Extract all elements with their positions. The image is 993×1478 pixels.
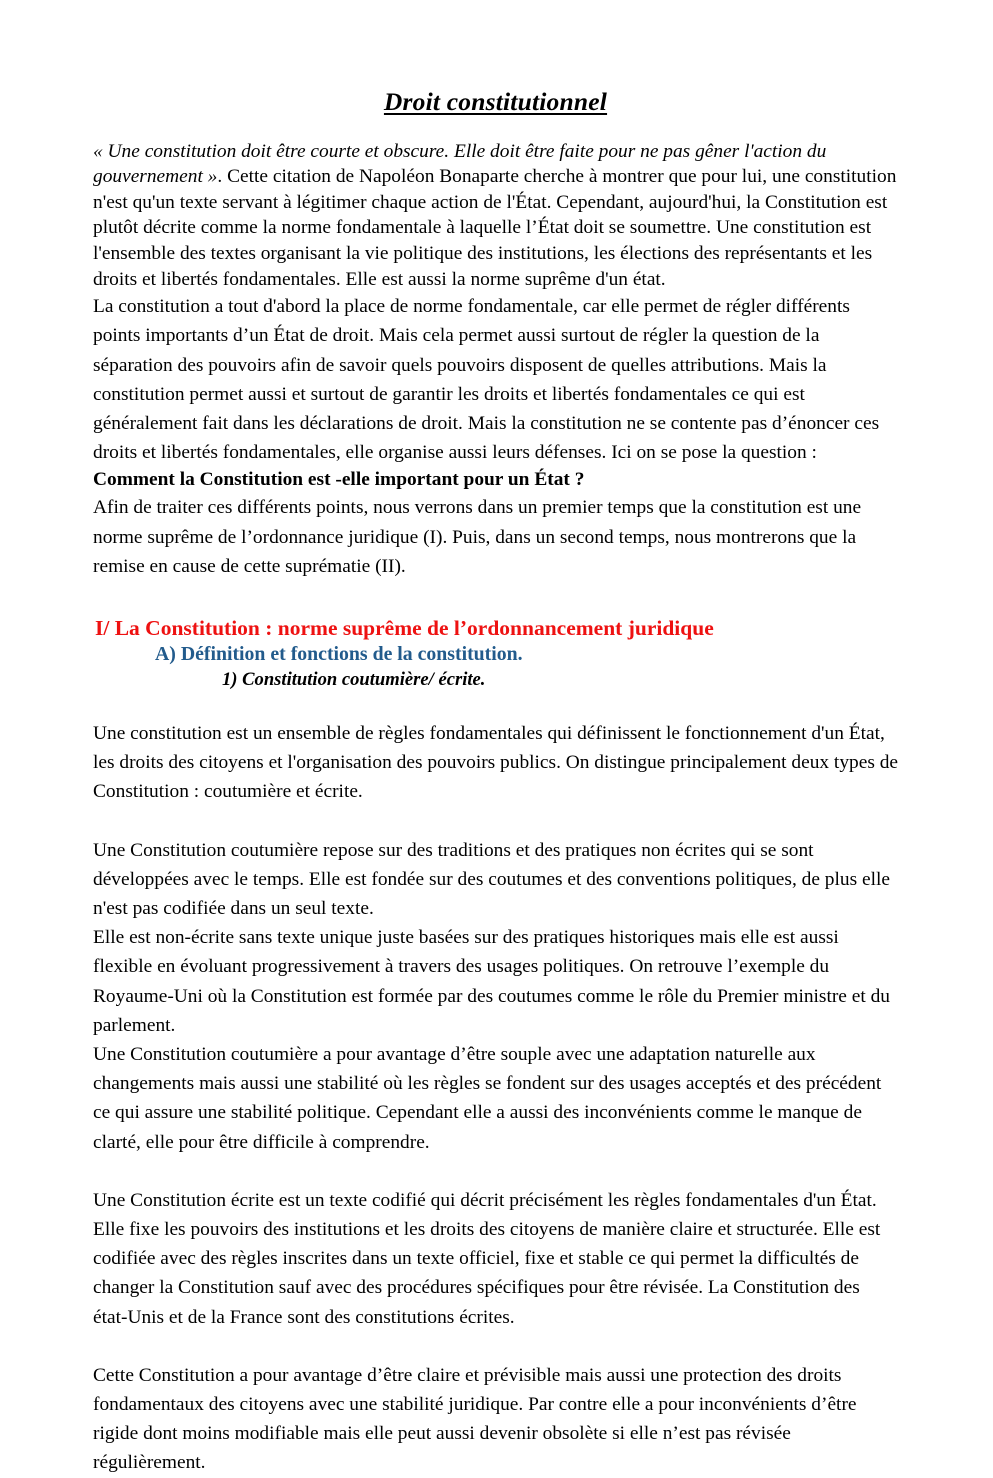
page-title-text: Droit constitutionnel: [383, 87, 608, 116]
spacer: [93, 1157, 898, 1186]
paragraph-coutumiere-avantages: Une Constitution coutumière a pour avantage d’être souple avec une adaptation naturelle aux changements mais aussi une stabilité où les règles se fondent sur des usages acceptés et des précédent ce qui assure une stabilité politique. Cependant elle a aussi des inconvénients comme le manque de clarté, elle pour être difficile à comprendre.: [93, 1043, 882, 1153]
paragraph-coutumiere-definition: Une Constitution coutumière repose sur des traditions et des pratiques non écrites qui se sont développées avec le temps. Elle est fondée sur des coutumes et des conventions politiques, de plus elle n'est pas codifiée dans un seul texte.: [93, 839, 890, 919]
paragraph-definition-types: Une constitution est un ensemble de règles fondamentales qui définissent le fonctionnement d'un État, les droits des citoyens et l'organisation des pouvoirs publics. On distingue principalement deux types de Constitution : coutumière et écrite.: [93, 722, 899, 803]
spacer: [93, 807, 898, 836]
spacer: [93, 693, 898, 719]
intro-paragraph: [93, 139, 898, 468]
paragraph-ecrite-avantages: Cette Constitution a pour avantage d’être claire et prévisible mais aussi une protection des droits fondamentaux des citoyens avec une stabilité juridique. Par contre elle a pour inconvénients d’être rigide dont moins modifiable mais elle peut aussi devenir obsolète si elle n’est pas révisée régulièrement.: [93, 1364, 857, 1474]
napoleon-quote: « Une constitution doit être courte et obscure. Elle doit être faite pour ne pas gêner l'action du gouvernement »: [93, 140, 827, 188]
heading-part-1: I/ La Constitution : norme suprême de l’ordonnancement juridique: [95, 615, 714, 640]
paragraph-coutumiere-exemple: Elle est non-écrite sans texte unique juste basées sur des pratiques historiques mais elle est aussi flexible en évoluant progressivement à travers des usages politiques. On retrouve l’exemple du Royaume-Uni où la Constitution est formée par des coutumes comme le rôle du Premier ministre et du parlement.: [93, 927, 890, 1036]
heading-subsection-1: 1) Constitution coutumière/ écrite.: [222, 668, 486, 690]
spacer: [93, 1332, 898, 1361]
announcement-of-plan: Afin de traiter ces différents points, nous verrons dans un premier temps que la constitution est une norme suprême de l’ordonnance juridique (I). Puis, dans un second temps, nous montrerons que la remise en cause de cette suprématie (II).: [93, 497, 862, 577]
intro-continuation: La constitution a tout d'abord la place de norme fondamentale, car elle permet de régler différents points importants d’un État de droit. Mais cela permet aussi surtout de régler la question de la séparation des pouvoirs afin de savoir quels pouvoirs disposent de quelles attributions. Mais la constitution permet aussi et surtout de garantir les droits et libertés fondamentales ce qui est généralement fait dans les déclarations de droit. Mais la constitution ne se contente pas d’énoncer ces droits et libertés fondamentales, elle organise aussi leurs défenses. Ici on se pose la question :: [93, 296, 880, 464]
intro-after-quote: . Cette citation de Napoléon Bonaparte cherche à montrer que pour lui, une constitution n'est qu'un texte servant à légitimer chaque action de l'État. Cependant, aujourd'hui, la Constitution est plutôt décrite comme la norme fondamentale à laquelle l’État doit se soumettre. Une constitution est l'ensemble des textes organisant la vie politique des institutions, les élections des représentants et les droits et libertés fondamentales. Elle est aussi la norme suprême d'un état.: [93, 166, 897, 290]
page-title: [93, 0, 898, 117]
heading-section-a: A) Définition et fonctions de la constitution.: [155, 642, 523, 665]
problem-statement: Comment la Constitution est -elle important pour un État ?: [93, 469, 585, 491]
paragraph-ecrite-definition: Une Constitution écrite est un texte codifié qui décrit précisément les règles fondamentales d'un État. Elle fixe les pouvoirs des institutions et les droits des citoyens de manière claire et structurée. Elle est codifiée avec des règles inscrites dans un texte officiel, fixe et stable ce qui permet la difficultés de changer la Constitution sauf avec des procédures spécifiques pour être révisée. La Constitution des état-Unis et de la France sont des constitutions écrites.: [93, 1189, 881, 1328]
